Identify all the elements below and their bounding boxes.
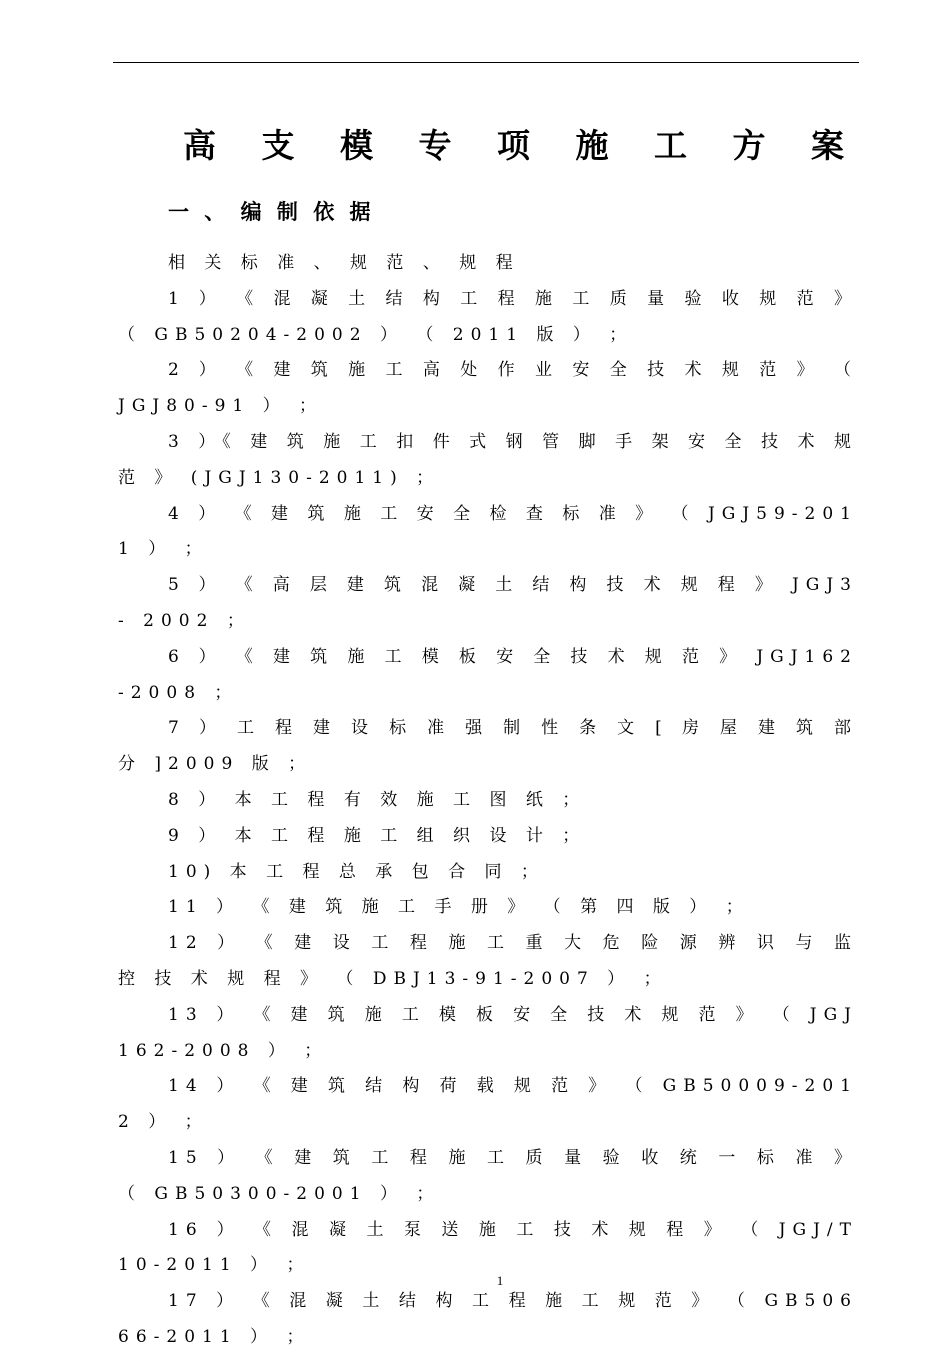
reference-item: 16 ） 《 混 凝 土 泵 送 施 工 技 术 规 程 》 （ JGJ/T10-2011 ） ； <box>118 1219 858 1276</box>
reference-item: 10) 本 工 程 总 承 包 合 同 ； <box>168 861 545 882</box>
header-rule <box>113 62 859 63</box>
reference-item: 4 ） 《 建 筑 施 工 安 全 检 查 标 准 》 （ JGJ59-2011 ） ； <box>118 503 858 560</box>
reference-item: 1 ） 《 混 凝 土 结 构 工 程 施 工 质 量 验 收 规 范 》 （ GB50204-2002 ） （ 2011 版 ） ； <box>118 288 858 345</box>
document-title: 高 支 模 专 项 施 工 方 案 <box>183 126 861 165</box>
reference-item: 11 ） 《 建 筑 施 工 手 册 》 （ 第 四 版 ） ； <box>168 897 750 918</box>
reference-item: 3 ）《 建 筑 施 工 扣 件 式 钢 管 脚 手 架 安 全 技 术 规 范 》 (JGJ130-2011) ； <box>118 431 858 488</box>
reference-item: 9 ） 本 工 程 施 工 组 织 设 计 ； <box>168 825 587 846</box>
document-body <box>118 246 858 1356</box>
reference-item: 12 ） 《 建 设 工 程 施 工 重 大 危 险 源 辨 识 与 监 控 技 术 规 程 》 （ DBJ13-91-2007 ） ； <box>118 933 858 989</box>
reference-item: 7 ） 工 程 建 设 标 准 强 制 性 条 文 [ 房 屋 建 筑 部 分 ]2009 版 ； <box>118 718 858 775</box>
reference-item: 5 ） 《 高 层 建 筑 混 凝 土 结 构 技 术 规 程 》 JGJ3 - 2002 ； <box>118 575 858 631</box>
page-number: 1 <box>496 1273 504 1288</box>
reference-item: 14 ） 《 建 筑 结 构 荷 载 规 范 》 （ GB50009-2012 ） ； <box>118 1076 858 1133</box>
reference-item: 2 ） 《 建 筑 施 工 高 处 作 业 安 全 技 术 规 范 》 （ JGJ80-91 ） ； <box>118 360 858 417</box>
intro-paragraph: 相 关 标 准 、 规 范 、 规 程 <box>168 253 520 273</box>
reference-item: 17 ） 《 混 凝 土 结 构 工 程 施 工 规 范 》 （ GB50666-2011 ） ； <box>118 1291 858 1347</box>
reference-item: 13 ） 《 建 筑 施 工 模 板 安 全 技 术 规 范 》 （ JGJ162-2008 ） ； <box>118 1004 858 1061</box>
reference-item: 15 ） 《 建 筑 工 程 施 工 质 量 验 收 统 一 标 准 》 （ GB50300-2001 ） ； <box>118 1147 858 1204</box>
section-heading: 一 、 编 制 依 据 <box>168 199 375 224</box>
reference-item: 6 ） 《 建 筑 施 工 模 板 安 全 技 术 规 范 》 JGJ162-2008 ； <box>118 646 858 703</box>
reference-item: 8 ） 本 工 程 有 效 施 工 图 纸 ； <box>168 789 587 810</box>
